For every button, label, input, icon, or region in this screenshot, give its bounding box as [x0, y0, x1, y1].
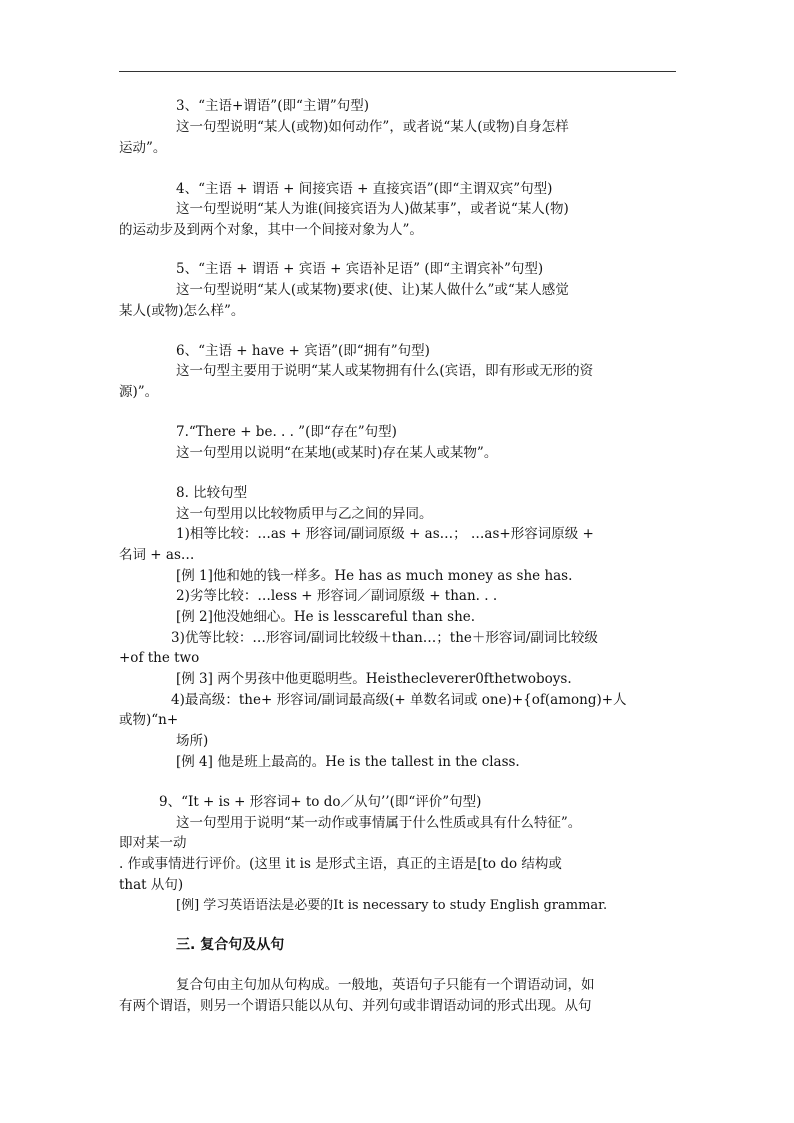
- text-line: 这一句型说明“某人(或某物)要求(使、让)某人做什么”或“某人感觉: [176, 282, 569, 298]
- text-line: that 从句): [119, 877, 184, 893]
- text-line: 3、“主语+谓语”(即“主谓”句型): [176, 98, 370, 114]
- text-line: [例 4] 他是班上最高的。He is the tallest in the class.: [176, 754, 520, 770]
- text-line: [例 2]他没她细心。He is lesscareful than she.: [176, 609, 476, 625]
- text-line: 2)劣等比较：…less + 形容词／副词原级 + than. . .: [176, 588, 498, 604]
- text-line: 即对某一动: [119, 835, 187, 851]
- header-rule: [119, 71, 676, 72]
- text-line: 这一句型主要用于说明“某人或某物拥有什么(宾语，即有形或无形的资: [176, 363, 594, 379]
- text-line: +of the two: [119, 650, 200, 666]
- text-line: 9、“It + is + 形容词+ to do／从句’’(即“评价”句型): [159, 794, 482, 810]
- text-line: 8. 比较句型: [176, 485, 248, 501]
- text-line: 这一句型说明“某人为谁(间接宾语为人)做某事”，或者说“某人(物): [176, 201, 569, 217]
- text-line: 源)”。: [119, 384, 159, 400]
- text-line: 3)优等比较：…形容词/副词比较级＋than…；the＋形容词/副词比较级: [171, 630, 598, 646]
- section-heading: 三. 复合句及从句: [176, 937, 285, 953]
- text-line: 的运动步及到两个对象，其中一个间接对象为人”。: [119, 222, 423, 238]
- text-line: 场所): [176, 733, 209, 749]
- text-line: 有两个谓语，则另一个谓语只能以从句、并列句或非谓语动词的形式出现。从句: [119, 998, 592, 1014]
- text-line: 4)最高级：the+ 形容词/副词最高级(+ 单数名词或 one)+{of(among)+人: [171, 692, 627, 708]
- text-line: 或物)“n+: [119, 712, 179, 728]
- text-line: 1)相等比较：…as + 形容词/副词原级 + as…； …as+形容词原级 +: [176, 526, 594, 542]
- text-line: 6、“主语 + have + 宾语”(即“拥有”句型): [176, 343, 430, 359]
- text-line: . 作或事情进行评价。(这里 it is 是形式主语，真正的主语是[to do 结构或: [119, 856, 562, 872]
- text-line: 7.“There + be. . . ”(即“存在”句型): [176, 424, 397, 440]
- text-line: [例 1]他和她的钱一样多。He has as much money as she has.: [176, 568, 573, 584]
- text-line: [例] 学习英语语法是必要的It is necessary to study English grammar.: [176, 898, 608, 913]
- text-line: 这一句型用以说明“在某地(或某时)存在某人或某物”。: [176, 445, 498, 461]
- text-line: [例 3] 两个男孩中他更聪明些。Heisthecleverer0fthetwoboys.: [176, 671, 572, 687]
- text-line: 5、“主语 + 谓语 + 宾语 + 宾语补足语” (即“主谓宾补”句型): [176, 261, 544, 277]
- text-line: 这一句型用于说明“某一动作或事情属于什么性质或具有什么特征”。: [176, 815, 582, 831]
- text-line: 这一句型说明“某人(或物)如何动作”，或者说“某人(或物)自身怎样: [176, 119, 569, 135]
- text-line: 复合句由主句加从句构成。一般地，英语句子只能有一个谓语动词，如: [176, 977, 595, 993]
- text-line: 这一句型用以比较物质甲与乙之间的异同。: [176, 506, 433, 522]
- text-line: 某人(或物)怎么样”。: [119, 303, 245, 319]
- text-line: 4、“主语 + 谓语 + 间接宾语 + 直接宾语”(即“主谓双宾”句型): [176, 181, 553, 197]
- text-line: 运动”。: [119, 140, 167, 156]
- text-line: 名词 + as…: [119, 547, 195, 563]
